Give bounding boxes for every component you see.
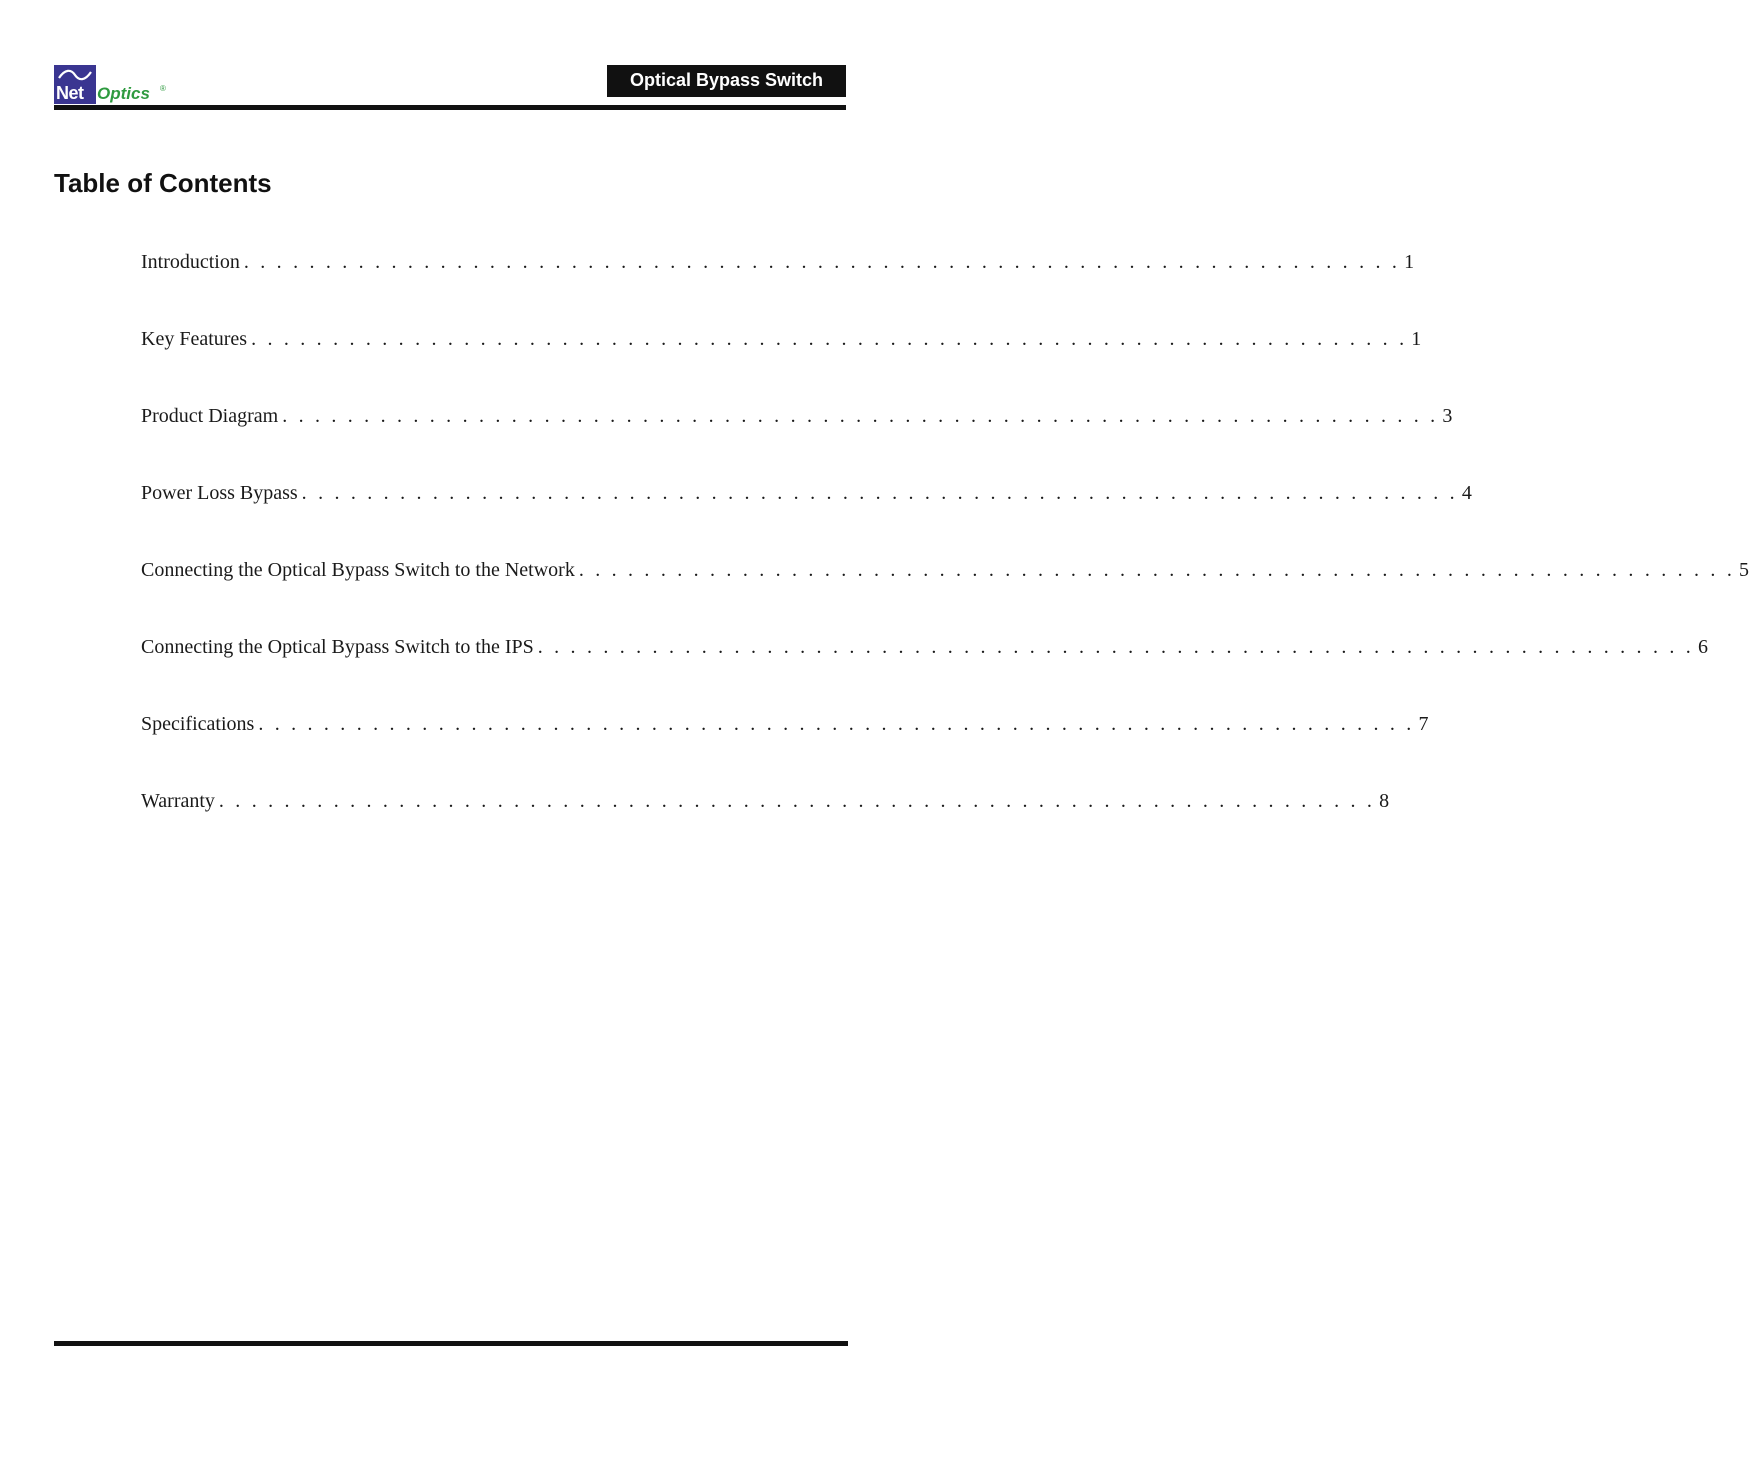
dot-leader: . . . . . . . . . . . . . . . . . . . . . . . . . . . . . . . . . . . . . . . . . . . . . . . . . . . . . . . . . . . . . . . . . . . . . . . (537, 636, 1694, 658)
toc-entry-connecting-ips[interactable] (141, 633, 1708, 710)
toc-list (141, 248, 1749, 864)
toc-entry-label: Warranty (141, 790, 215, 812)
toc-entry-specifications[interactable] (141, 710, 1429, 787)
toc-entry-connecting-network[interactable] (141, 556, 1749, 633)
toc-entry-introduction[interactable] (141, 248, 1415, 325)
footer-rule (54, 1341, 848, 1346)
dot-leader: . . . . . . . . . . . . . . . . . . . . . . . . . . . . . . . . . . . . . . . . . . . . . . . . . . . . . . . . . . . . . . . . . . . . . . . (251, 328, 1408, 350)
header-rule (54, 105, 846, 110)
toc-entry-product-diagram[interactable] (141, 402, 1453, 479)
toc-entry-label: Key Features (141, 328, 248, 350)
logo-optics-text: Optics (97, 84, 150, 103)
page-title: Table of Contents (54, 168, 272, 198)
dot-leader: . . . . . . . . . . . . . . . . . . . . . . . . . . . . . . . . . . . . . . . . . . . . . . . . . . . . . . . . . . . . . . . . . . . . . . . (243, 251, 1401, 273)
product-label: Optical Bypass Switch (607, 65, 846, 97)
toc-entry-key-features[interactable] (141, 325, 1422, 402)
toc-entry-page: 8 (1379, 790, 1390, 812)
toc-entry-warranty[interactable] (141, 787, 1390, 864)
toc-entry-page: 1 (1411, 328, 1422, 350)
toc-entry-label: Introduction (141, 251, 240, 273)
toc-entry-label: Connecting the Optical Bypass Switch to the IPS (141, 636, 534, 658)
logo-net-text: Net (56, 83, 84, 103)
toc-entry-page: 1 (1404, 251, 1415, 273)
toc-entry-page: 7 (1418, 713, 1429, 735)
netoptics-logo (54, 65, 174, 105)
dot-leader: . . . . . . . . . . . . . . . . . . . . . . . . . . . . . . . . . . . . . . . . . . . . . . . . . . . . . . . . . . . . . . . . . . . . . . . (258, 713, 1415, 735)
dot-leader: . . . . . . . . . . . . . . . . . . . . . . . . . . . . . . . . . . . . . . . . . . . . . . . . . . . . . . . . . . . . . . . . . . . . . . . (218, 790, 1376, 812)
toc-entry-page: 3 (1442, 405, 1453, 427)
toc-entry-page: 4 (1461, 482, 1472, 504)
toc-entry-label: Product Diagram (141, 405, 279, 427)
toc-entry-page: 5 (1739, 559, 1749, 581)
registered-mark: ® (160, 84, 166, 93)
logo-box (54, 65, 96, 104)
toc-entry-label: Specifications (141, 713, 255, 735)
dot-leader: . . . . . . . . . . . . . . . . . . . . . . . . . . . . . . . . . . . . . . . . . . . . . . . . . . . . . . . . . . . . . . . . . . . . . . . (578, 559, 1736, 581)
dot-leader: . . . . . . . . . . . . . . . . . . . . . . . . . . . . . . . . . . . . . . . . . . . . . . . . . . . . . . . . . . . . . . . . . . . . . . . (301, 482, 1458, 504)
wave-icon (57, 68, 93, 82)
toc-entry-label: Power Loss Bypass (141, 482, 298, 504)
toc-entry-power-loss-bypass[interactable] (141, 479, 1472, 556)
toc-entry-label: Connecting the Optical Bypass Switch to the Network (141, 559, 575, 581)
dot-leader: . . . . . . . . . . . . . . . . . . . . . . . . . . . . . . . . . . . . . . . . . . . . . . . . . . . . . . . . . . . . . . . . . . . . . . . (282, 405, 1439, 427)
toc-entry-page: 6 (1697, 636, 1708, 658)
